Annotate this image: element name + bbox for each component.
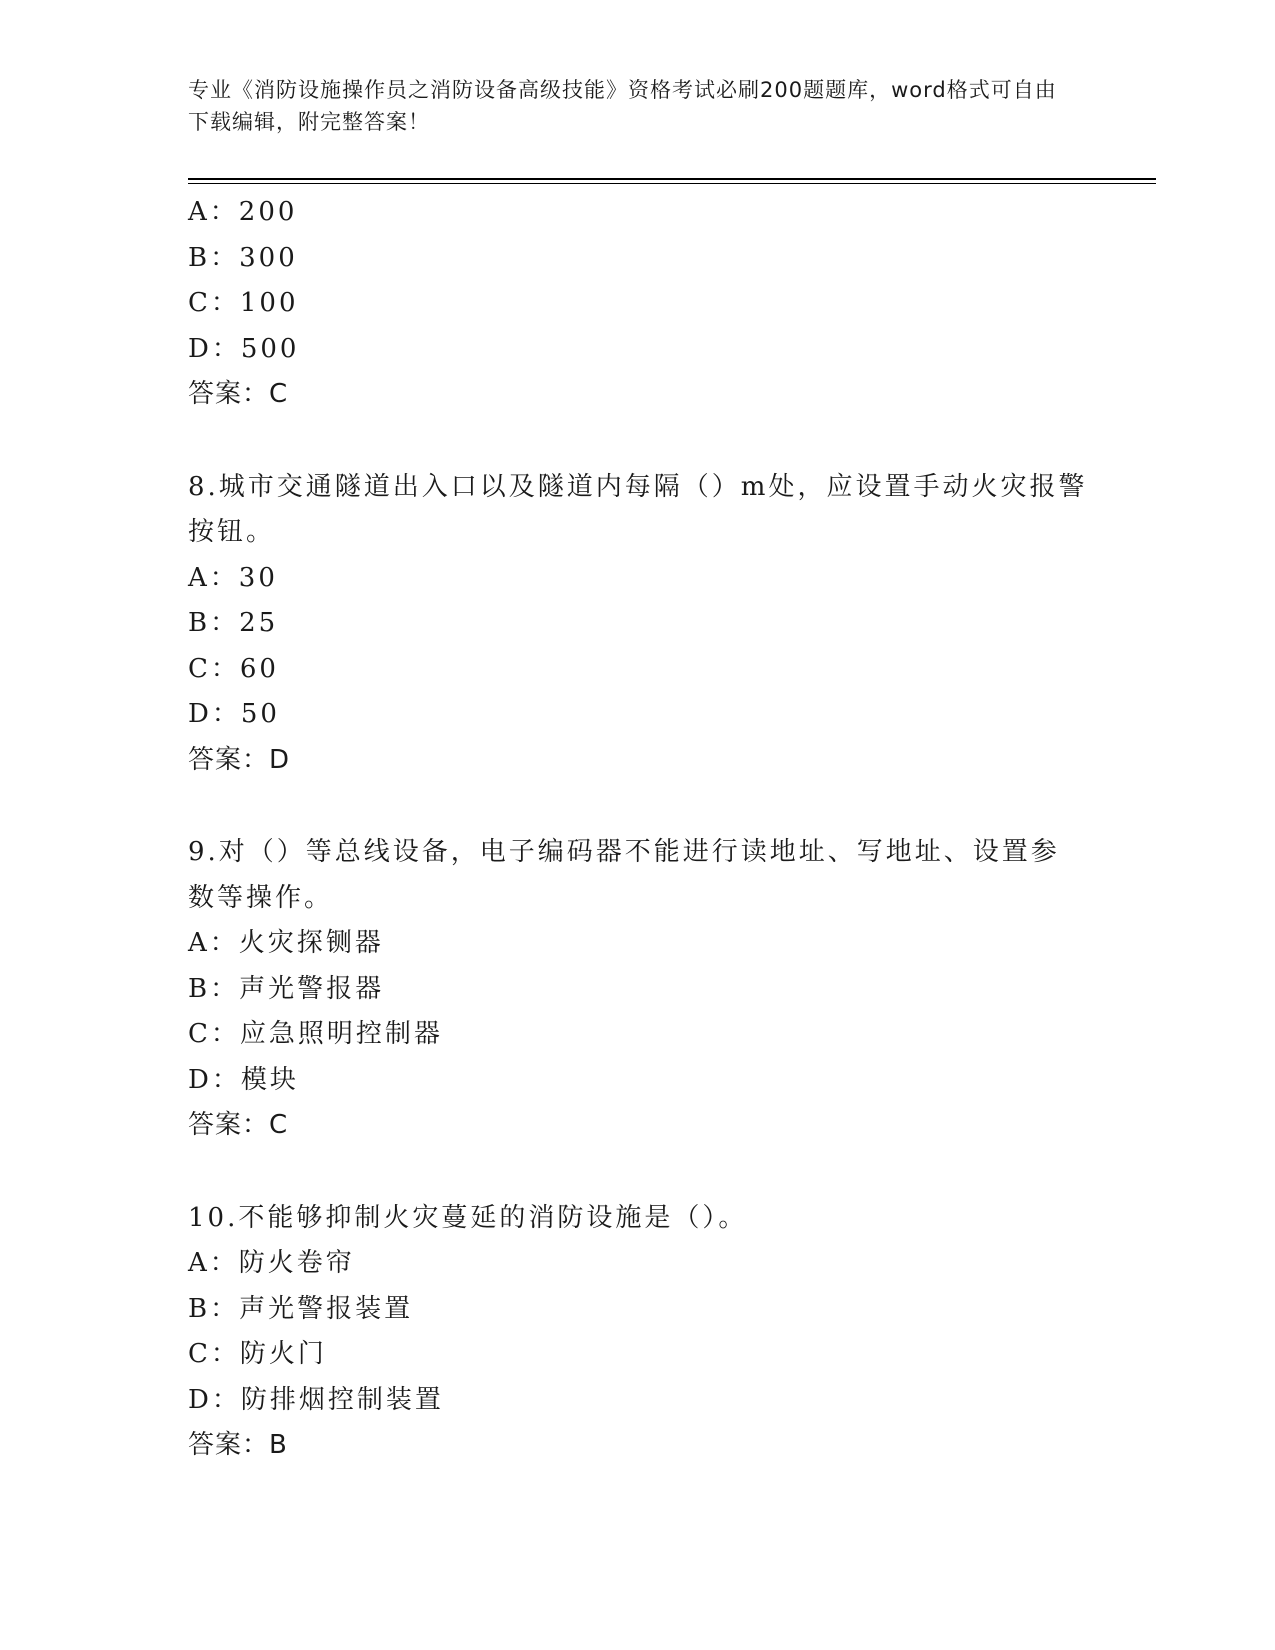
spacer: [188, 1149, 1088, 1196]
question-block-7: [188, 190, 1088, 418]
option-d: D：50: [188, 699, 280, 729]
option-d: D：500: [188, 333, 300, 364]
option-a: A：防火卷帘: [188, 1248, 355, 1278]
spacer: [188, 783, 1088, 830]
option-d: D：模块: [188, 1064, 299, 1095]
option-b: B：300: [188, 242, 298, 273]
question-text: 10.不能够抑制火灾蔓延的消防设施是（）。: [188, 1202, 748, 1233]
option-a: A：200: [188, 197, 298, 227]
option-b: B：25: [188, 608, 279, 638]
question-block-9: [188, 830, 1088, 1149]
option-b: B：声光警报装置: [188, 1293, 414, 1324]
option-c: C：60: [188, 653, 279, 684]
question-block-10: [188, 1196, 1088, 1469]
option-a: A：30: [188, 562, 278, 593]
header-divider-thick: [188, 178, 1156, 180]
question-text: 8.城市交通隧道出入口以及隧道内每隔（）m处，应设置手动火灾报警按钮。: [188, 471, 1088, 547]
answer-line: 答案：B: [188, 1430, 288, 1460]
option-b: B：声光警报器: [188, 973, 385, 1004]
option-a: A：火灾探铡器: [188, 928, 384, 958]
question-list: [188, 190, 1088, 1469]
answer-line: 答案：C: [188, 379, 289, 409]
document-header: 专业《消防设施操作员之消防设备高级技能》资格考试必刷200题题库，word格式可自由下载编辑，附完整答案！: [188, 78, 1057, 134]
answer-line: 答案：D: [188, 744, 291, 775]
header-divider-thin: [188, 183, 1156, 184]
option-c: C：应急照明控制器: [188, 1019, 443, 1049]
spacer: [188, 418, 1088, 465]
option-d: D：防排烟控制装置: [188, 1384, 444, 1415]
answer-line: 答案：C: [188, 1110, 289, 1140]
question-block-8: [188, 465, 1088, 784]
option-c: C：100: [188, 288, 299, 318]
question-text: 9.对（）等总线设备，电子编码器不能进行读地址、写地址、设置参数等操作。: [188, 837, 1060, 913]
option-c: C：防火门: [188, 1339, 327, 1369]
